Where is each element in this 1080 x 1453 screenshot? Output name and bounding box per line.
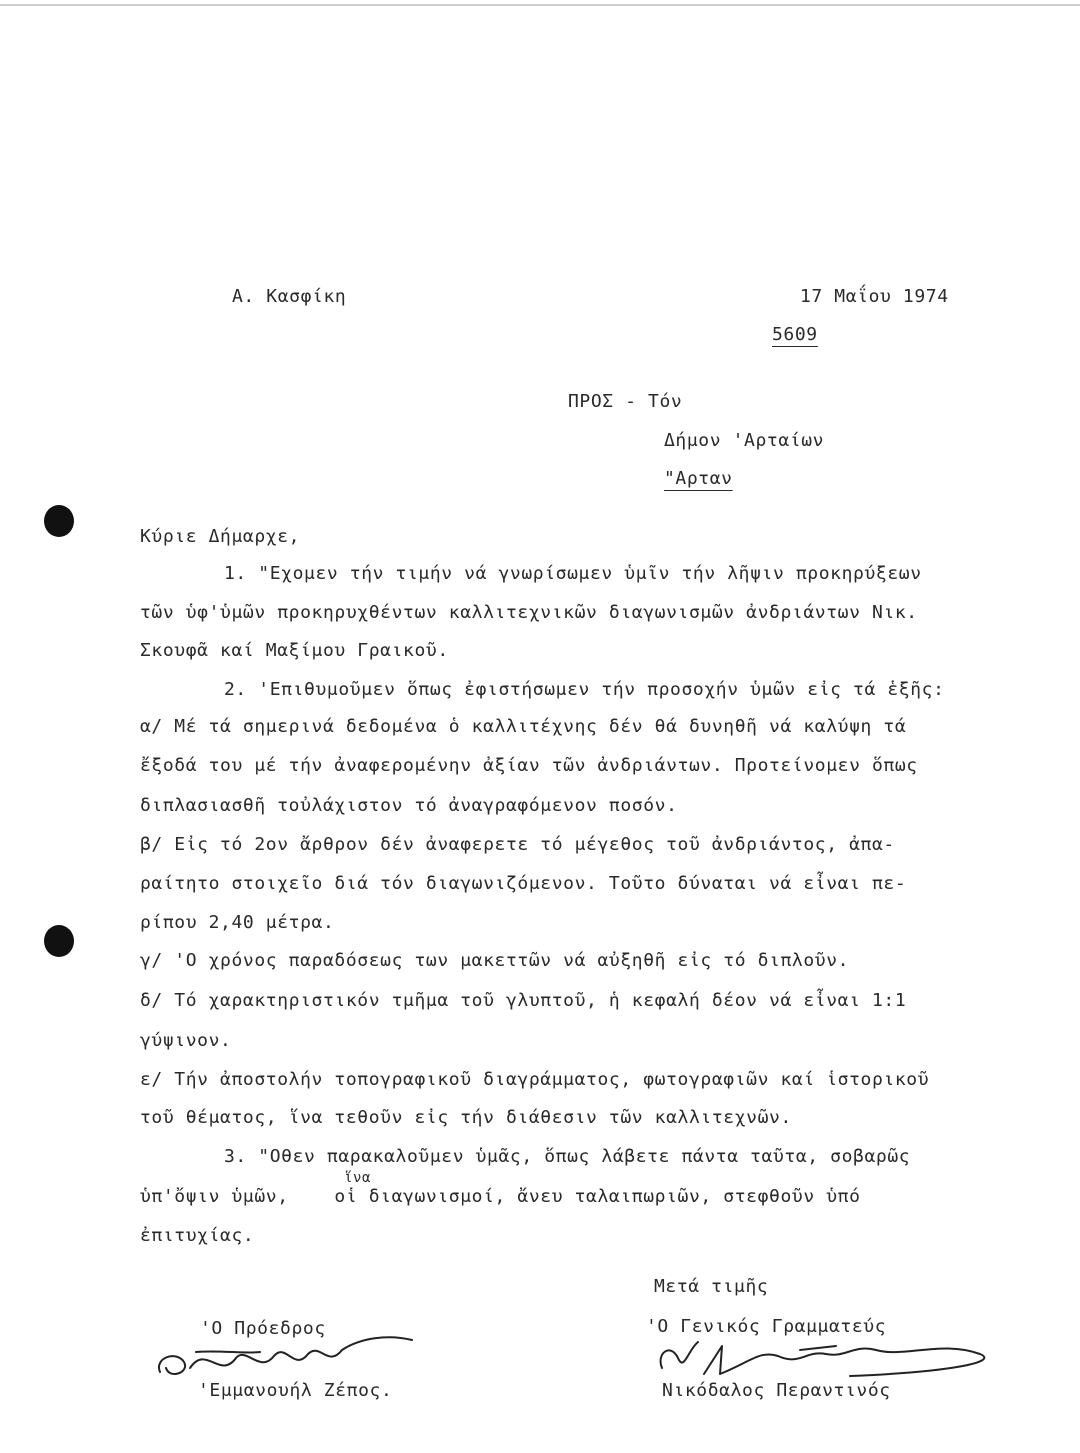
secretary-name: Νικόδαλος Περαντινός (662, 1380, 891, 1401)
body-line: 3. "Οθεν παρακαλοῦμεν ὑμᾶς, ὅπως λάβετε πάντα ταῦτα, σοβαρῶς (224, 1146, 911, 1167)
body-line: ρίπου 2,40 μέτρα. (140, 912, 335, 933)
salutation: Κύριε Δήμαρχε, (140, 526, 301, 547)
recipient-line-1: ΠΡΟΣ - Τόν (568, 391, 683, 412)
secretary-signature (650, 1332, 1020, 1384)
sender-initials: Α. Κασφίκη (232, 286, 347, 307)
body-line: γ/ 'Ο χρόνος παραδόσεως των μακεττῶν νά αὐξηθῆ εἰς τό διπλοῦν. (140, 950, 850, 971)
page-top-edge (0, 4, 1080, 6)
body-line: ραίτητο στοιχεῖο διά τόν διαγωνιζόμενον. Τοῦτο δύναται νά εἶναι πε- (140, 873, 907, 894)
recipient-line-2: Δήμον 'Αρταίων (664, 430, 825, 451)
body-line: ἐπιτυχίας. (140, 1225, 255, 1246)
body-line: Σκουφᾶ καί Μαξίμου Γραικοῦ. (140, 640, 449, 661)
body-line: γύψινον. (140, 1030, 232, 1051)
body-line: ἔξοδά του μέ τήν ἀναφερομένην ἀξίαν τῶν ἀνδριάντων. Προτείνομεν ὅπως (140, 755, 918, 776)
body-line: ε/ Τήν ἀποστολήν τοπογραφικοῦ διαγράμματος, φωτογραφιῶν καί ἱστορικοῦ (140, 1069, 930, 1090)
body-line: δ/ Τό χαρακτηριστικόν τμῆμα τοῦ γλυπτοῦ, ἡ κεφαλή δέον νά εἶναι 1:1 (140, 990, 907, 1011)
secretary-title: 'Ο Γενικός Γραμματεύς (646, 1316, 887, 1337)
punch-hole-top (44, 505, 74, 537)
body-line: 2. 'Επιθυμοῦμεν ὅπως ἐφιστήσωμεν τήν προσοχήν ὑμῶν εἰς τά ἑξῆς: (224, 679, 945, 700)
protocol-number: 5609 (772, 324, 818, 345)
body-line: β/ Εἰς τό 2ον ἄρθρον δέν ἀναφερετε τό μέγεθος τοῦ ἀνδριάντος, ἀπα- (140, 834, 895, 855)
body-line: α/ Μέ τά σημερινά δεδομένα ὁ καλλιτέχνης δέν θά δυνηθῆ νά καλύψη τά (140, 716, 907, 737)
president-title: 'Ο Πρόεδρος (200, 1318, 326, 1339)
recipient-line-3: "Αρταν (664, 468, 733, 489)
body-line: τῶν ὑφ'ὑμῶν προκηρυχθέντων καλλιτεχνικῶν διαγωνισμῶν ἀνδριάντων Νικ. (140, 602, 918, 623)
body-line: διπλασιασθῆ τοὐλάχιστον τό ἀναγραφόμενον ποσόν. (140, 795, 678, 816)
handwritten-insertion: ἵνα (344, 1170, 372, 1186)
letter-date: 17 Μαΐου 1974 (800, 286, 949, 307)
punch-hole-bottom (44, 925, 74, 957)
president-name: 'Εμμανουήλ Ζέπος. (198, 1380, 393, 1401)
body-line: τοῦ θέματος, ἵνα τεθοῦν εἰς τήν διάθεσιν τῶν καλλιτεχνῶν. (140, 1107, 792, 1128)
body-line: 1. "Εχομεν τήν τιμήν νά γνωρίσωμεν ὑμῖν τήν λῆψιν προκηρύξεων (224, 563, 922, 584)
closing-regards: Μετά τιμῆς (654, 1276, 769, 1297)
body-line: ὑπ'ὄψιν ὑμῶν, οἱ διαγωνισμοί, ἄνευ ταλαιπωριῶν, στεφθοῦν ὑπό (140, 1186, 861, 1207)
president-signature (150, 1328, 430, 1388)
